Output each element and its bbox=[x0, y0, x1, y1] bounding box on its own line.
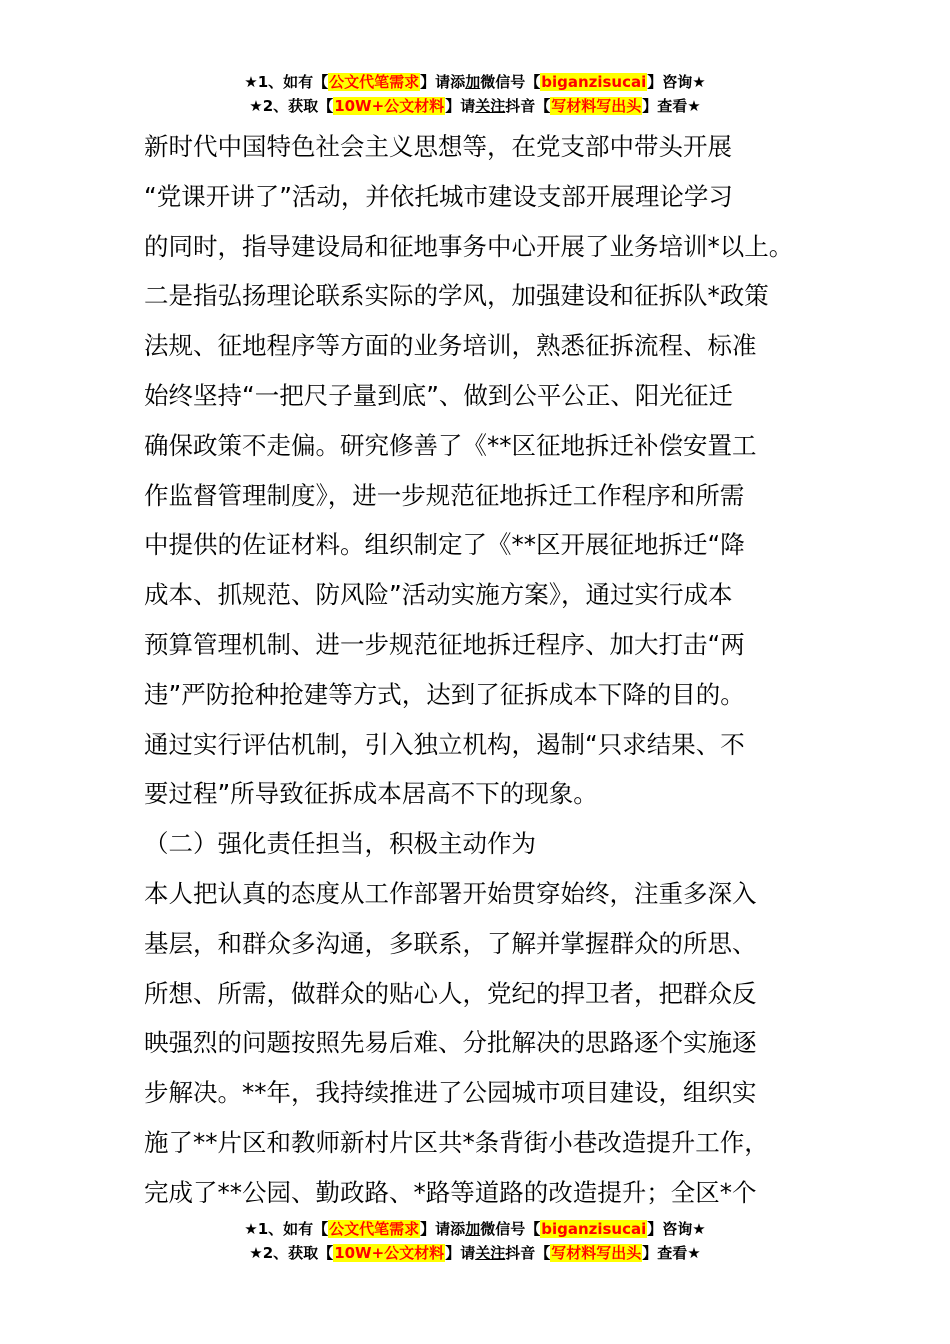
star-icon: ★ bbox=[244, 73, 258, 91]
highlight-materials: 10W+公文材料 bbox=[334, 1244, 445, 1262]
text-line: 基层，和群众多沟通，多联系，了解并掌握群众的所思、 bbox=[144, 928, 757, 958]
text-line: 违”严防抢种抢建等方式，达到了征拆成本下降的目的。 bbox=[144, 679, 745, 709]
text-line: 施了**片区和教师新村片区共*条背街小巷改造提升工作， bbox=[144, 1127, 769, 1157]
text-line: 二是指弘扬理论联系实际的学风，加强建设和征拆队*政策 bbox=[144, 281, 769, 311]
promo-line-1: ★1、如有【公文代笔需求】请添加微信号【biganzisucai】咨询★ bbox=[244, 73, 706, 91]
promo-banner-bottom bbox=[0, 1217, 950, 1265]
text-line: “党课开讲了”活动，并依托城市建设支部开展理论学习 bbox=[144, 181, 733, 211]
text-line: 步解决。**年，我持续推进了公园城市项目建设，组织实 bbox=[144, 1078, 757, 1108]
text-line: 完成了**公园、勤政路、*路等道路的改造提升；全区*个 bbox=[144, 1177, 757, 1207]
text-line: 新时代中国特色社会主义思想等，在党支部中带头开展 bbox=[144, 132, 732, 161]
promo-line-2: ★2、获取【10W+公文材料】请关注抖音【写材料写出头】查看★ bbox=[249, 1244, 701, 1262]
promo-banner-top bbox=[0, 70, 950, 118]
text-line: 中提供的佐证材料。组织制定了《**区开展征地拆迁“降 bbox=[144, 530, 745, 560]
highlight-douyin: 写材料写出头 bbox=[551, 97, 642, 115]
text-line: 成本、抓规范、防风险”活动实施方案》，通过实行成本 bbox=[144, 580, 733, 610]
text-line: 所想、所需，做群众的贴心人，党纪的捍卫者，把群众反 bbox=[144, 978, 757, 1008]
section-heading: （二）强化责任担当，积极主动作为 bbox=[144, 829, 536, 859]
star-icon: ★ bbox=[249, 1244, 263, 1262]
highlight-service: 公文代笔需求 bbox=[329, 73, 420, 91]
text-line: 确保政策不走偏。研究修善了《**区征地拆迁补偿安置工 bbox=[144, 430, 757, 460]
document-body bbox=[144, 122, 824, 1218]
text-line: 的同时，指导建设局和征地事务中心开展了业务培训*以上。 bbox=[144, 231, 794, 261]
promo-line-1: ★1、如有【公文代笔需求】请添加微信号【biganzisucai】咨询★ bbox=[244, 1220, 706, 1238]
text-line: 预算管理机制、进一步规范征地拆迁程序、加大打击“两 bbox=[144, 629, 745, 659]
text-line: 映强烈的问题按照先易后难、分批解决的思路逐个实施逐 bbox=[144, 1028, 757, 1058]
text-line: 作监督管理制度》，进一步规范征地拆迁工作程序和所需 bbox=[144, 480, 745, 510]
star-icon: ★ bbox=[249, 97, 263, 115]
text-line: 要过程”所导致征拆成本居高不下的现象。 bbox=[144, 779, 598, 809]
star-icon: ★ bbox=[244, 1220, 258, 1238]
text-line: 通过实行评估机制，引入独立机构，遏制“只求结果、不 bbox=[144, 729, 745, 759]
text-line: 始终坚持“一把尺子量到底”、做到公平公正、阳光征迁 bbox=[144, 380, 733, 410]
highlight-wechat-id: biganzisucai bbox=[541, 73, 647, 91]
highlight-materials: 10W+公文材料 bbox=[334, 97, 445, 115]
text-line: 法规、征地程序等方面的业务培训，熟悉征拆流程、标准 bbox=[144, 331, 757, 361]
text-line: 本人把认真的态度从工作部署开始贯穿始终，注重多深入 bbox=[144, 878, 757, 908]
highlight-service: 公文代笔需求 bbox=[329, 1220, 420, 1238]
highlight-douyin: 写材料写出头 bbox=[551, 1244, 642, 1262]
promo-line-2: ★2、获取【10W+公文材料】请关注抖音【写材料写出头】查看★ bbox=[249, 97, 701, 115]
highlight-wechat-id: biganzisucai bbox=[541, 1220, 647, 1238]
